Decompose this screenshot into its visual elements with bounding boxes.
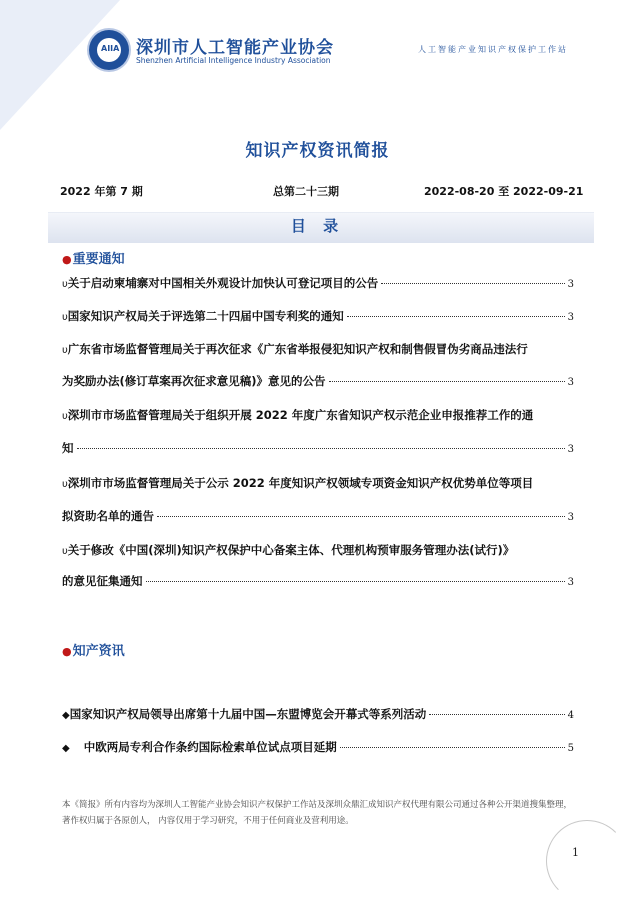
diamond-icon: ◆ [62, 743, 70, 754]
page-ref: 3 [567, 377, 574, 388]
toc-entry-line[interactable] [62, 542, 574, 558]
bullet-mark-icon: υ [62, 312, 68, 323]
toc-entry-text: 深圳市市场监督管理局关于组织开展 2022 年度广东省知识产权示范企业申报推荐工作的通 [67, 408, 534, 422]
toc-entry[interactable] [62, 739, 574, 755]
date-range: 2022-08-20 至 2022-09-21 [424, 185, 584, 198]
bullet-dot-icon: ● [62, 645, 72, 658]
association-logo [89, 30, 129, 70]
dot-leader [381, 283, 564, 284]
issue-number: 2022 年第 7 期 [60, 185, 143, 198]
bullet-mark-icon: υ [62, 479, 68, 490]
toc-entry[interactable] [62, 373, 574, 389]
toc-entry[interactable] [62, 308, 574, 324]
footer-disclaimer: 本《简报》所有内容均为深圳人工智能产业协会知识产权保护工作站及深圳众鼎汇成知识产权代理有限公司通过各种公开渠道搜集整理，著作权归属于各原创人， 内容仅用于学习研究，不用于任何商业及营利用途。 [62, 800, 573, 826]
logo-mark: AIIA [101, 44, 120, 53]
total-issue: 总第二十三期 [273, 185, 339, 198]
dot-leader [347, 316, 565, 317]
bullet-mark-icon: υ [62, 345, 68, 356]
toc-entry[interactable] [62, 508, 574, 524]
page-number: 1 [572, 846, 579, 859]
section-title: 重要通知 [72, 252, 125, 267]
toc-entry[interactable] [62, 440, 574, 456]
toc-entry-text: 国家知识产权局领导出席第十九届中国—东盟博览会开幕式等系列活动 [69, 707, 427, 721]
toc-entry-text: 深圳市市场监督管理局关于公示 2022 年度知识产权领域专项资金知识产权优势单位等项目 [67, 476, 534, 490]
page-ref: 5 [567, 743, 574, 754]
bullet-dot-icon: ● [62, 253, 72, 266]
toc-entry-text: 知 [62, 441, 74, 455]
dot-leader [157, 516, 565, 517]
diamond-icon: ◆ [62, 710, 70, 721]
org-name-en: Shenzhen Artificial Intelligence Industry Association [136, 56, 331, 65]
station-name: 人工智能产业知识产权保护工作站 [418, 45, 568, 54]
page-title: 知识产权资讯简报 [245, 141, 390, 161]
toc-entry-text: 关于修改《中国(深圳)知识产权保护中心备案主体、代理机构预审服务管理办法(试行)》 [67, 543, 515, 557]
toc-entry-line[interactable] [62, 341, 574, 357]
toc-entry-text: 国家知识产权局关于评选第二十四届中国专利奖的通知 [67, 309, 344, 323]
page-ref: 4 [567, 710, 574, 721]
toc-entry-text: 拟资助名单的通告 [62, 509, 154, 523]
toc-entry-line[interactable] [62, 407, 574, 423]
toc-entry-text: 广东省市场监督管理局关于再次征求《广东省举报侵犯知识产权和制售假冒伪劣商品违法行 [67, 342, 528, 356]
page-ref: 3 [567, 512, 574, 523]
dot-leader [429, 714, 564, 715]
page-ref: 3 [567, 279, 574, 290]
toc-entry-text: 的意见征集通知 [62, 574, 143, 588]
toc-entry-line[interactable] [62, 475, 574, 491]
toc-entry[interactable] [62, 275, 574, 291]
dot-leader [340, 747, 565, 748]
page-ref: 3 [567, 577, 574, 588]
page-number-ornament [546, 820, 628, 902]
section-title: 知产资讯 [72, 644, 125, 659]
toc-entry-text: 关于启动柬埔寨对中国相关外观设计加快认可登记项目的公告 [67, 276, 379, 290]
dot-leader [329, 381, 565, 382]
dot-leader [146, 581, 565, 582]
toc-entry-text: 中欧两局专利合作条约国际检索单位试点项目延期 [83, 740, 337, 754]
section-heading [62, 640, 125, 659]
bullet-mark-icon: υ [62, 279, 68, 290]
bullet-mark-icon: υ [62, 411, 68, 422]
section-heading [62, 248, 125, 267]
toc-heading: 目 录 [290, 217, 345, 235]
dot-leader [77, 448, 565, 449]
org-name-cn: 深圳市人工智能产业协会 [136, 38, 334, 58]
bullet-mark-icon: υ [62, 546, 68, 557]
page-ref: 3 [567, 312, 574, 323]
toc-entry[interactable] [62, 573, 574, 589]
page-ref: 3 [567, 444, 574, 455]
toc-entry-text: 为奖励办法(修订草案再次征求意见稿)》意见的公告 [62, 374, 326, 388]
toc-entry[interactable] [62, 706, 574, 722]
